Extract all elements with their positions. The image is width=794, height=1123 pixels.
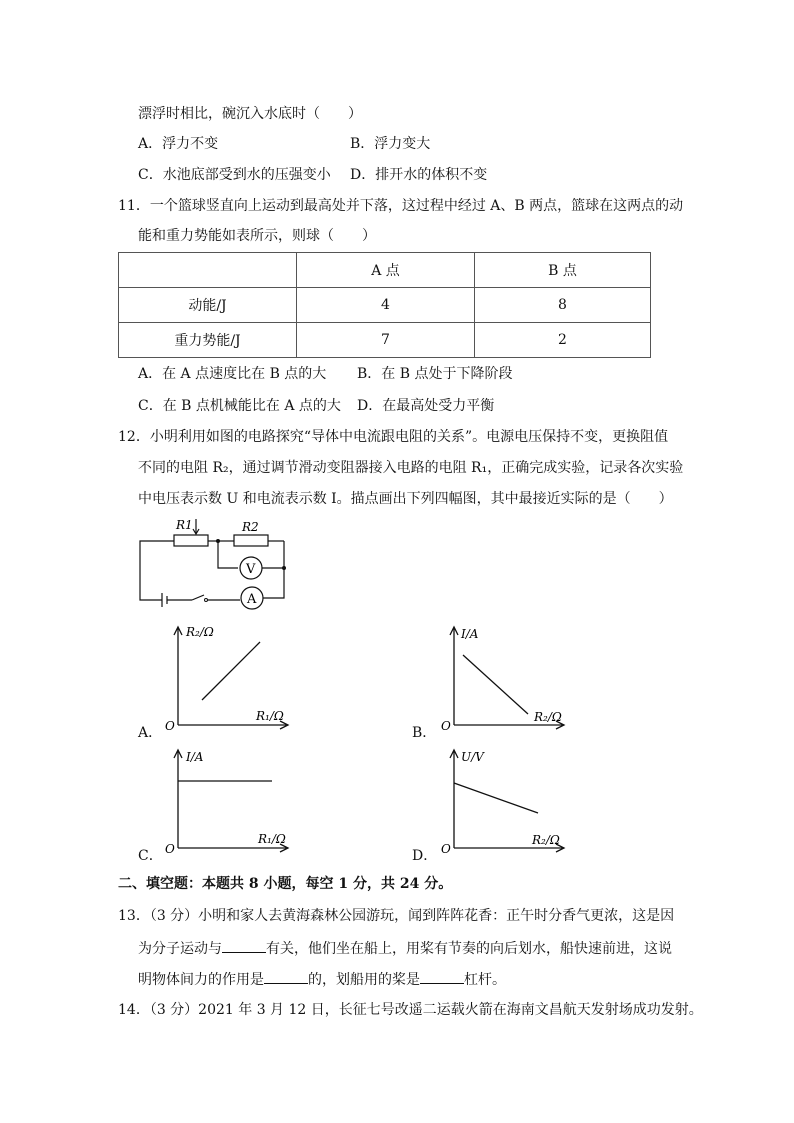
table-cell: 7 [297,323,475,358]
section2-title: 二、填空题：本题共 8 小题，每空 1 分，共 24 分。 [118,876,453,892]
q13-stem-line3 [138,969,506,990]
graph-b [436,622,576,737]
q11-stem-line2: 能和重力势能如表所示，则球（ ） [138,228,376,244]
table-cell: A 点 [297,253,475,288]
graph-d-ylabel: U/V [461,750,484,764]
table-cell: 8 [475,288,651,323]
q10-option-c: C．水池底部受到水的压强变小 [138,167,331,183]
q11-energy-table [118,252,651,358]
table-cell: B 点 [475,253,651,288]
graph-a-ylabel: R₂/Ω [186,625,214,639]
table-row [119,323,651,358]
q11-option-a: A．在 A 点速度比在 B 点的大 [138,366,327,382]
table-cell [119,253,297,288]
table-cell: 动能/J [119,288,297,323]
q10-option-d: D．排开水的体积不变 [350,167,488,183]
graph-d [436,745,576,860]
q13-text: 为分子运动与 [138,941,222,957]
table-header-row [119,253,651,288]
graph-a [160,622,300,737]
q12-stem-line3: 中电压表示数 U 和电流表示数 I。描点画出下列四幅图，其中最接近实际的是（ ） [138,491,673,507]
voltmeter-label: V [246,562,256,577]
q11-option-d: D．在最高处受力平衡 [357,398,495,414]
q13-blank-3[interactable] [420,969,464,984]
graph-d-xlabel: R₂/Ω [532,833,560,847]
q11-option-c: C．在 B 点机械能比在 A 点的大 [138,398,341,414]
q13-blank-1[interactable] [222,938,266,953]
table-cell: 4 [297,288,475,323]
q12-stem-line1: 12．小明利用如图的电路探究“导体中电流跟电阻的关系”。电源电压保持不变，更换阻值 [118,429,669,445]
q10-option-a: A．浮力不变 [138,136,219,152]
graph-a-label: A． [138,725,163,741]
q11-stem-line1: 11．一个篮球竖直向上运动到最高处并下落，这过程中经过 A、B 两点，篮球在这两点的动 [118,198,684,214]
table-cell: 2 [475,323,651,358]
graph-c-label: C． [138,848,163,864]
q13-stem-line2 [138,938,672,959]
q12-stem-line2: 不同的电阻 R₂，通过调节滑动变阻器接入电路的电阻 R₁，正确完成实验，记录各次实验 [138,460,684,476]
graph-d-label: D． [412,848,438,864]
graph-b-xlabel: R₂/Ω [534,710,562,724]
graph-b-origin: O [441,719,451,733]
q10-stem-tail: 漂浮时相比，碗沉入水底时（ ） [138,106,362,122]
ammeter-label: A [247,592,257,607]
graph-c-origin: O [165,842,175,856]
graph-a-origin: O [165,719,175,733]
q12-circuit-diagram [132,515,302,615]
q13-text: 的，划船用的桨是 [308,972,420,988]
r2-label: R2 [242,520,259,534]
graph-c-xlabel: R₁/Ω [258,832,286,846]
q10-option-b: B．浮力变大 [350,136,431,152]
graph-a-xlabel: R₁/Ω [256,709,284,723]
table-row [119,288,651,323]
graph-c-ylabel: I/A [186,750,204,764]
q14-stem-line1: 14．（3 分）2021 年 3 月 12 日，长征七号改遥二运载火箭在海南文昌航天发射场成功发射。 [118,1002,703,1018]
graph-b-ylabel: I/A [461,627,479,641]
q11-option-b: B．在 B 点处于下降阶段 [357,366,513,382]
q13-stem-line1: 13．（3 分）小明和家人去黄海森林公园游玩，闻到阵阵花香：正午时分香气更浓，这是因 [118,908,675,924]
q13-text: 明物体间力的作用是 [138,972,264,988]
graph-c [160,745,300,860]
q13-text: 有关，他们坐在船上，用桨有节奏的向后划水，船快速前进，这说 [266,941,672,957]
table-cell: 重力势能/J [119,323,297,358]
r1-label: R1 [176,518,193,532]
q13-text: 杠杆。 [464,972,506,988]
q13-blank-2[interactable] [264,969,308,984]
graph-b-label: B． [412,725,437,741]
graph-d-origin: O [441,842,451,856]
